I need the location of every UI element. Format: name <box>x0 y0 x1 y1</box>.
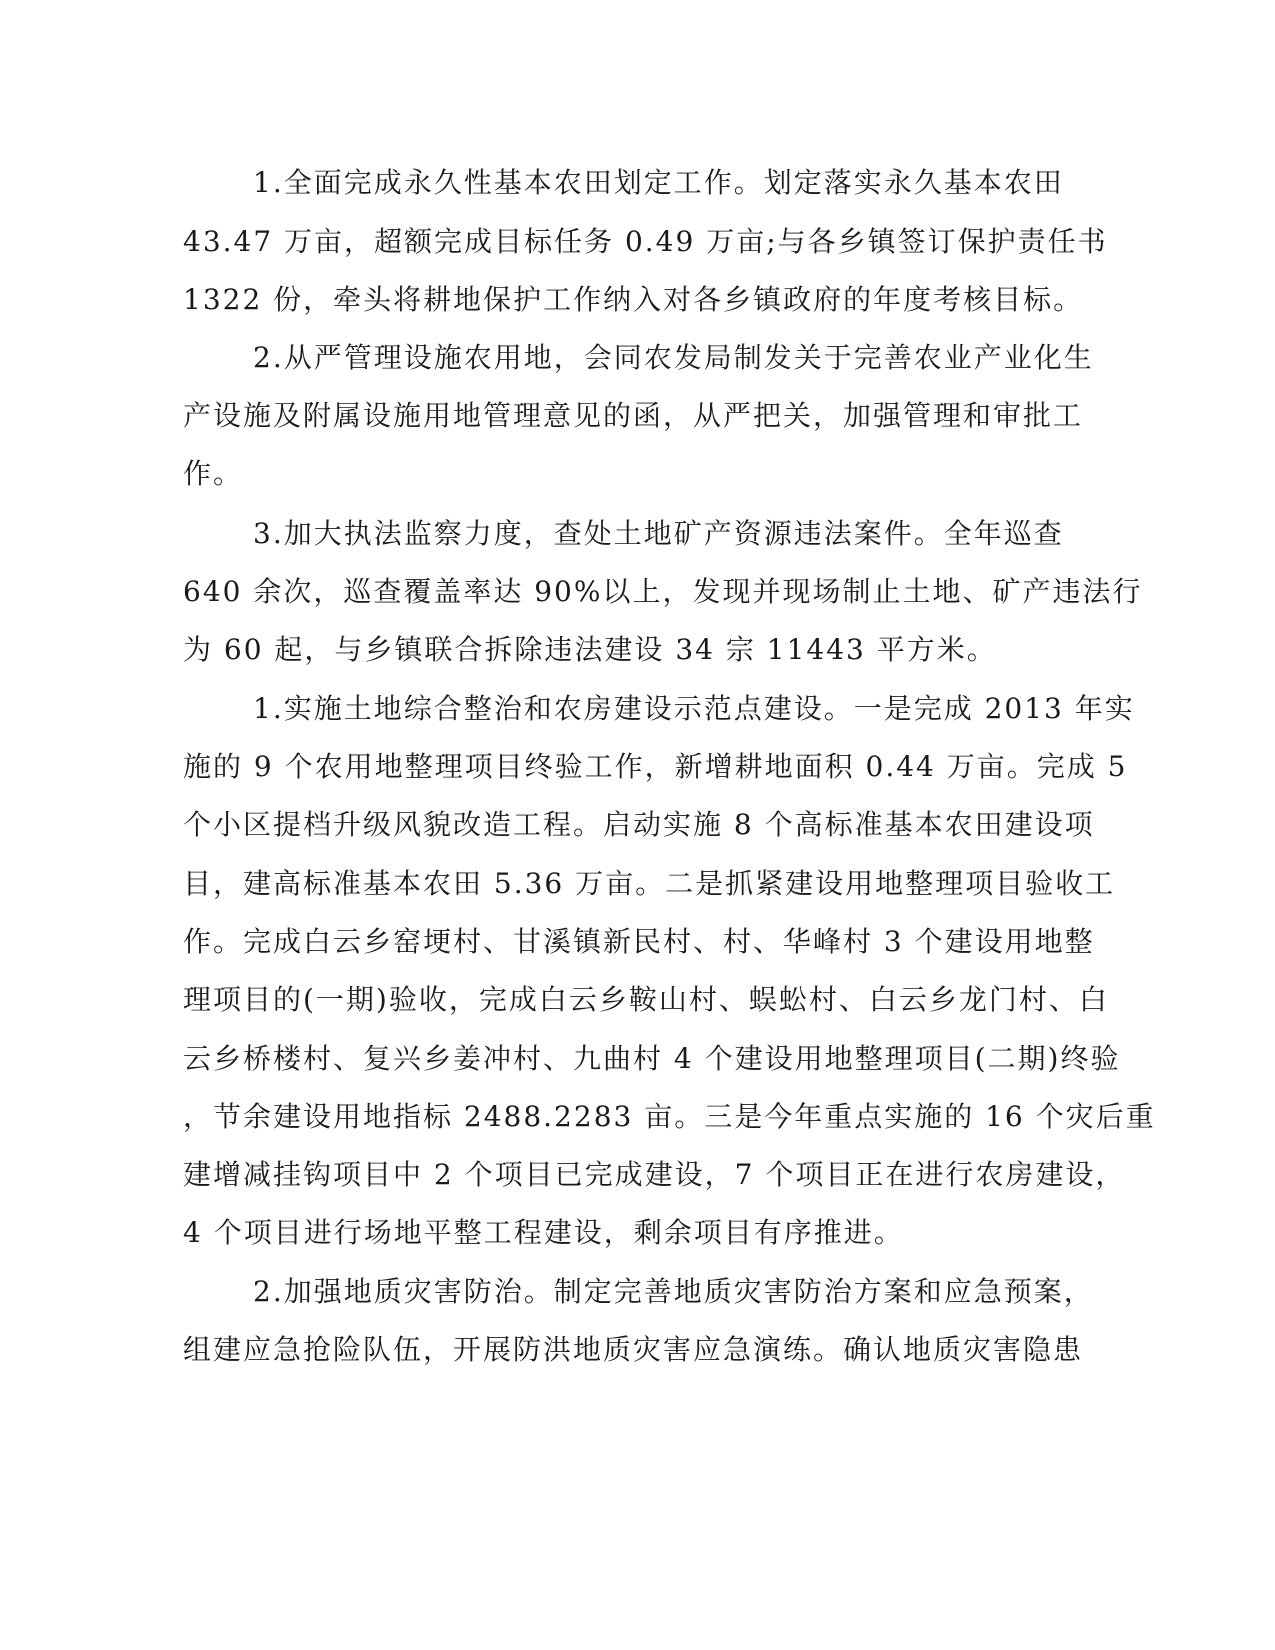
text-line: 4 个项目进行场地平整工程建设，剩余项目有序推进。 <box>183 1216 904 1249</box>
text-line: 1322 份，牵头将耕地保护工作纳入对各乡镇政府的年度考核目标。 <box>183 283 1084 316</box>
text-line: 640 余次，巡查覆盖率达 90%以上，发现并现场制止土地、矿产违法行 <box>183 575 1143 608</box>
text-line: 组建应急抢险队伍，开展防洪地质灾害应急演练。确认地质灾害隐患 <box>183 1333 1084 1366</box>
text-line: ，节余建设用地指标 2488.2283 亩。三是今年重点实施的 16 个灾后重 <box>183 1100 1156 1133</box>
text-line: 43.47 万亩，超额完成目标任务 0.49 万亩;与各乡镇签订保护责任书 <box>183 225 1108 258</box>
text-line: 作。完成白云乡窑埂村、甘溪镇新民村、村、华峰村 3 个建设用地整 <box>183 925 1095 958</box>
text-line: 理项目的(一期)验收，完成白云乡鞍山村、蜈蚣村、白云乡龙门村、白 <box>183 983 1109 1016</box>
text-line: 产设施及附属设施用地管理意见的函，从严把关，加强管理和审批工 <box>183 399 1084 432</box>
text-line: 作。 <box>183 457 244 490</box>
text-line: 个小区提档升级风貌改造工程。启动实施 8 个高标准基本农田建设项 <box>183 808 1095 841</box>
text-line: 施的 9 个农用地整理项目终验工作，新增耕地面积 0.44 万亩。完成 5 <box>183 750 1128 783</box>
text-line: 3.加大执法监察力度，查处土地矿产资源违法案件。全年巡查 <box>253 517 1064 550</box>
text-line: 1.实施土地综合整治和农房建设示范点建设。一是完成 2013 年实 <box>253 692 1135 725</box>
text-line: 建增减挂钩项目中 2 个项目已完成建设，7 个项目正在进行农房建设， <box>183 1158 1126 1191</box>
text-line: 1.全面完成永久性基本农田划定工作。划定落实永久基本农田 <box>253 166 1064 199</box>
text-line: 目，建高标准基本农田 5.36 万亩。二是抓紧建设用地整理项目验收工 <box>183 867 1116 900</box>
text-line: 为 60 起，与乡镇联合拆除违法建设 34 宗 11443 平方米。 <box>183 633 997 666</box>
text-line: 2.加强地质灾害防治。制定完善地质灾害防治方案和应急预案， <box>253 1275 1094 1308</box>
text-line: 2.从严管理设施农用地，会同农发局制发关于完善农业产业化生 <box>253 341 1094 374</box>
text-line: 云乡桥楼村、复兴乡姜冲村、九曲村 4 个建设用地整理项目(二期)终验 <box>183 1042 1121 1075</box>
